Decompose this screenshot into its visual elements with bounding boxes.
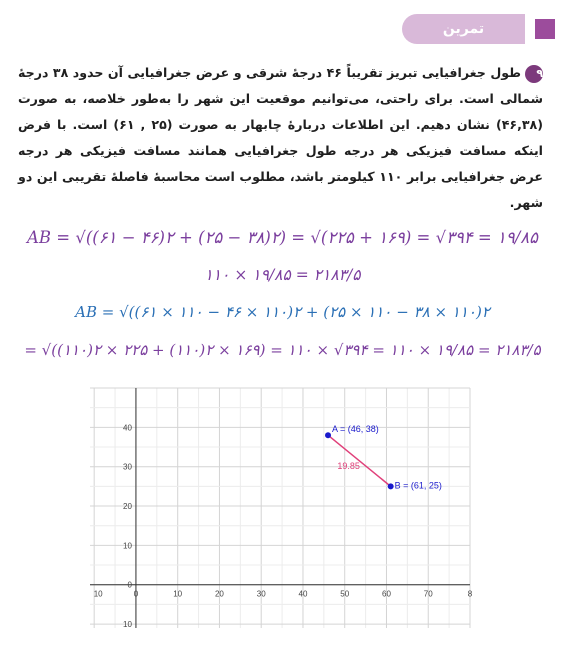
exercise-header <box>402 14 555 44</box>
x-tick-label: 30 <box>256 589 266 599</box>
x-tick-label: 10 <box>173 589 183 599</box>
y-tick-label: 20 <box>123 502 132 512</box>
y-tick-label: 10 <box>123 620 132 630</box>
equation-1: AB = √((۶۱ − ۴۶)۲ + (۲۵ − ۳۸)۲) = √(۲۲۵ + ۱۶۹) = √۳۹۴ = ۱۹/۸۵ <box>27 228 538 247</box>
exercise-paragraph <box>18 60 543 216</box>
segment-label: 19.85 <box>337 460 360 471</box>
x-tick-label: 0 <box>133 589 139 599</box>
point-b-label: B = (61, 25) <box>394 480 442 491</box>
y-tick-label: 10 <box>123 541 132 551</box>
header-label: تمرین <box>442 21 485 37</box>
x-tick-label: 40 <box>298 589 308 599</box>
x-tick-label: 8 <box>467 589 473 599</box>
equation-4: = √((۱۱۰)۲ × ۲۲۵ + (۱۱۰)۲ × ۱۶۹) = ۱۱۰ × √۳۹۴ = ۱۱۰ × ۱۹/۸۵ = ۲۱۸۳/۵ <box>24 341 541 359</box>
point-b <box>388 483 394 489</box>
x-tick-label: 20 <box>214 589 224 599</box>
point-a-label: A = (46, 38) <box>332 424 379 435</box>
x-tick-label: 10 <box>93 589 103 599</box>
point-a <box>325 432 331 438</box>
equation-3: AB = √((۶۱ × ۱۱۰ − ۴۶ × ۱۱۰)۲ + (۲۵ × ۱۱۰ − ۳۸ × ۱۱۰)۲ <box>75 303 490 321</box>
coordinate-graph <box>90 388 473 630</box>
exercise-number-badge: ۹ <box>525 65 543 83</box>
y-tick-label: 30 <box>123 462 132 472</box>
y-tick-label: 40 <box>123 423 132 433</box>
header-square-icon <box>535 19 555 39</box>
x-tick-label: 50 <box>340 589 350 599</box>
exercise-text: طول جغرافیایی تبریز تقریباً ۴۶ درجهٔ شرقی و عرض جغرافیایی آن حدود ۳۸ درجهٔ شمالی است. برای راحتی، می‌توانیم موقعیت این شهر را به‌طور خلاصه، به صورت (۴۶,۳۸) نشان دهیم. این اطلاعات دربارهٔ چابهار به صورت (۲۵ , ۶۱) است. با فرض اینکه مسافت فیزیکی هر درجه طول جغرافیایی همانند مسافت فیزیکی هر درجه عرض جغرافیایی برابر ۱۱۰ کیلومتر باشد، مطلوب است محاسبهٔ فاصلهٔ تقریبی این دو شهر. <box>18 65 543 210</box>
equation-2: ۱۱۰ × ۱۹/۸۵ = ۲۱۸۳/۵ <box>204 266 361 284</box>
y-tick-label: 0 <box>127 580 132 590</box>
x-tick-label: 70 <box>423 589 433 599</box>
x-tick-label: 60 <box>382 589 391 599</box>
